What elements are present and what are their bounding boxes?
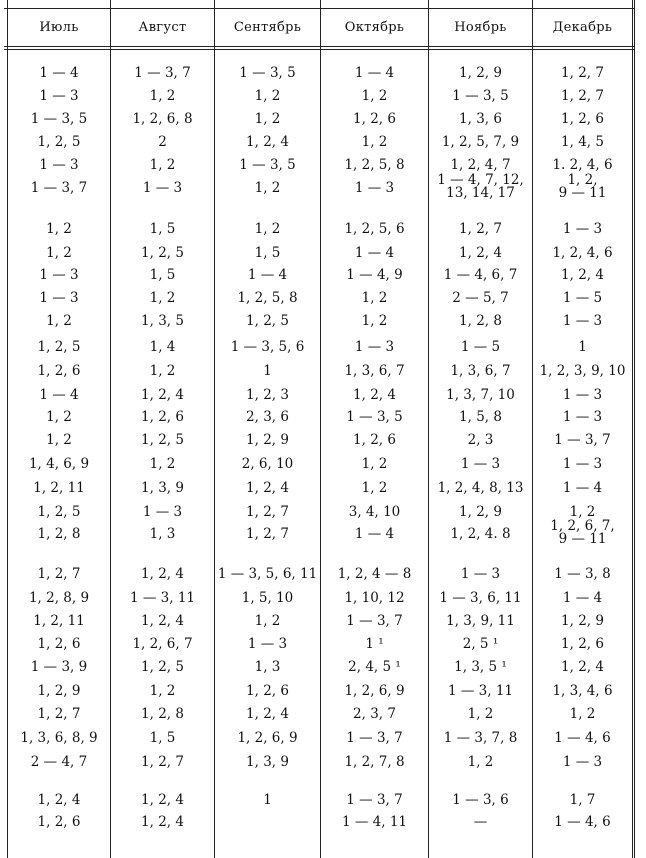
table-cell: 1, 2, 8 [459,313,502,329]
table-cell: 1 — 4 [354,245,395,261]
table-cell: 1 [263,792,272,808]
column-header: Июль [39,19,79,35]
table-cell: 1, 2, 4 [141,792,184,808]
table-cell: 1, 2 [254,180,281,196]
table-cell: 1 — 4, 11 [341,814,408,830]
table-cell: 1, 2, 4 [141,814,184,830]
table-cell: 1 — 3, 5, 6 [230,339,305,355]
table-cell: 1 — 3, 5, 6, 11 [217,566,318,582]
table-cell: 1, 2, 5 [37,504,81,520]
table-cell: 1, 2 [149,363,176,379]
table-cell: — [473,814,488,830]
table-cell: 1, 2 [569,706,596,722]
table-cell: 1, 2, 4 [37,792,81,808]
table-cell: 1 — 4 [39,387,79,403]
table-cell: 1, 5 [149,730,176,746]
table-cell: 1, 3, 6, 7 [450,363,511,379]
table-cell: 1, 2, 5, 7, 9 [441,134,520,150]
table-cell: 1, 2, 5 [141,432,184,448]
table-cell: 1, 2, 5 [37,134,81,150]
table-cell: 1, 2 [361,290,388,306]
table-cell: 1, 2, 6 [141,409,184,425]
table-cell: 1, 2, 4 — 8 [337,566,412,582]
table-cell: 1, 2, 4, 8, 13 [437,480,524,496]
table-cell: 1, 2, 4 [141,613,184,629]
table-cell: 1, 2, 7, 8 [344,754,405,770]
table-cell: 1, 4, 6, 9 [28,456,90,472]
table-cell: 1, 2, 4, 7 [450,157,511,173]
table-cell: 1, 2, 7 [459,221,502,237]
header-bottom-rule [4,46,634,47]
table-cell: 1 — 3, 5 [346,409,403,425]
table-cell: 1, 5 [254,245,281,261]
table-cell: 1, 4 [149,339,176,355]
table-cell: 1, 2, 7 [141,754,184,770]
table-cell: 1 — 3, 7 [346,613,403,629]
table-cell: 1, 3, 9 [141,480,184,496]
table-cell: 1, 3 [149,526,176,542]
table-cell: 1, 2 [46,432,72,448]
table-cell: 1 — 4 [354,526,395,542]
column-divider [7,0,8,858]
table-cell: 1 — 3 [39,290,79,306]
table-cell: 1, 3, 9 [246,754,289,770]
table-cell: 1, 2, 4 [353,387,396,403]
table-cell: 3, 4, 10 [348,504,401,520]
table-cell: 1, 2, 4 [561,267,604,283]
table-cell: 1, 2, 5 [141,245,184,261]
table-cell: 1, 2, 7 [37,566,81,582]
column-divider [428,0,429,858]
table-cell: 1 — 3 [39,157,79,173]
table-cell: 1. 2, 4, 6 [552,157,613,173]
table-cell: 1, 3, 7, 10 [446,387,515,403]
table-cell: 1 — 3 [247,636,288,652]
table-cell: 2, 3, 6 [246,409,289,425]
table-cell: 1, 2 [467,706,494,722]
table-cell: 1, 2, 6 [353,432,396,448]
table-cell: 1, 4, 5 [561,134,604,150]
column-header: Октябрь [344,19,405,35]
table-cell: 1, 2 [361,480,388,496]
table-cell: 2, 4, 5 ¹ [348,659,401,675]
table-cell: 1, 2 [149,683,176,699]
table-cell: 1, 2, 11 [33,613,85,629]
column-header: Ноябрь [454,19,507,35]
column-divider [214,0,215,858]
table-cell: 1 [263,363,272,379]
table-cell: 1, 2, 6 [37,814,81,830]
table-cell: 1 — 4, 9 [346,267,403,283]
table-cell: 1, 2 [361,313,388,329]
table-cell: 1, 2, 9 — 11 [558,172,607,201]
table-cell: 2, 3, 7 [353,706,396,722]
table-cell: 1 — 3, 5 [452,88,509,104]
table-cell: 1, 2, 4 [459,245,502,261]
table-cell: 1, 2, 5 [141,659,184,675]
table-cell: 2 — 5, 7 [452,290,509,306]
table-cell: 2 [158,134,167,150]
table-cell: 1, 2, 6, 8 [132,111,193,127]
table-cell: 1 — 4 [562,480,603,496]
table-cell: 1 — 3, 6 [452,792,509,808]
table-cell: 1, 2 [254,88,281,104]
table-cell: 1 — 3, 5 [239,157,296,173]
table-cell: 1 — 5 [562,290,603,306]
table-cell: 1, 2, 5 [246,313,289,329]
table-cell: 1, 2 [149,157,176,173]
table-cell: 1, 2 [46,245,72,261]
table-cell: 2, 3 [467,432,494,448]
table-cell: 1 — 4, 6, 7 [443,267,518,283]
table-cell: 1, 2, 9 [246,432,289,448]
table-cell: 1 — 3, 7 [346,730,403,746]
table-cell: 1, 5, 8 [459,409,502,425]
table-cell: 1, 3, 9, 11 [446,613,515,629]
table-cell: 1, 2, 5, 6 [344,221,405,237]
table-cell: 1 — 3 [562,313,603,329]
column-divider [320,0,321,858]
table-cell: 1 — 3 [142,504,183,520]
table-cell: 1, 2, 5, 8 [344,157,405,173]
table-cell: 1 — 3, 7 [554,432,611,448]
table-cell: 1 — 4 [39,65,79,81]
table-cell: 1, 5 [149,267,176,283]
table-cell: 1, 10, 12 [344,590,405,606]
table-cell: 2 — 4, 7 [30,754,88,770]
table-cell: 1, 2, 3, 9, 10 [539,363,626,379]
column-header: Декабрь [552,19,613,35]
table-cell: 1 — 3, 9 [30,659,88,675]
column-header: Сентябрь [233,19,302,35]
table-cell: 1 — 3, 7 [134,65,191,81]
table-cell: 1 — 4, 6 [554,730,611,746]
table-cell: 1, 2 [361,134,388,150]
table-cell: 1, 2, 3 [246,387,289,403]
column-header: Август [138,19,187,35]
table-cell: 1, 2, 4 [141,566,184,582]
table-cell: 1 — 3 [354,180,395,196]
table-cell: 1, 2, 4, 6 [552,245,613,261]
table-cell: 1, 3, 6, 7 [344,363,405,379]
table-cell: 1, 2, 8 [37,526,81,542]
header-bottom-rule-second [4,49,634,50]
table-cell: 1 — 3, 6, 11 [439,590,522,606]
table-cell: 1 — 4, 6 [554,814,611,830]
table-cell: 1, 2 [46,313,72,329]
table-cell: 1, 2, 6 [37,636,81,652]
table-cell: 1 — 3 [354,339,395,355]
table-cell: 1, 7 [569,792,596,808]
table-cell: 1 — 3 [39,88,79,104]
table-cell: 1, 2, 6, 7 [132,636,193,652]
column-divider [110,0,111,858]
table-cell: 1, 2, 9 [459,504,502,520]
table-cell: 1, 2, 6, 9 [237,730,298,746]
table-cell: 1, 2, 4 [246,480,289,496]
table-cell: 1, 3, 4, 6 [552,683,613,699]
table-right-border [632,0,635,858]
table-cell: 1 — 3 [562,456,603,472]
table-cell: 1 — 4, 7, 12, 13, 14, 17 [437,172,524,201]
table-cell: 1 — 3 [460,456,501,472]
table-cell: 1, 2, 4 [246,706,289,722]
table-cell: 1 — 3 [562,221,603,237]
table-cell: 1, 2 [361,88,388,104]
table-cell: 1 — 3 [142,180,183,196]
table-cell: 1, 2, 6 [561,636,604,652]
table-cell: 1 — 3 [562,387,603,403]
table-cell: 1, 2, 4 [141,387,184,403]
table-cell: 1 [578,339,587,355]
table-cell: 1, 2, 6 [246,683,289,699]
table-cell: 1, 2, 4 [246,134,289,150]
table-cell: 1, 2 [254,111,281,127]
table-cell: 1, 2, 11 [33,480,85,496]
table-cell: 1, 2 [46,221,72,237]
table-cell: 1 — 3, 8 [554,566,611,582]
table-cell: 1, 2, 9 [459,65,502,81]
table-cell: 1, 2 [569,504,596,520]
table-cell: 1, 2, 8, 9 [28,590,90,606]
table-cell: 1, 2, 7 [246,504,289,520]
table-cell: 1, 2, 8 [141,706,184,722]
table-cell: 1, 2 [254,613,281,629]
table-cell: 1, 2 [46,409,72,425]
table-cell: 1, 2, 6 [37,363,81,379]
table-cell: 1 — 3 [562,409,603,425]
table-cell: 1, 2, 7 [561,88,604,104]
table-cell: 1, 2, 4 [561,659,604,675]
table-cell: 1, 3, 6 [459,111,502,127]
table-cell: 1 — 3, 5 [239,65,296,81]
table-cell: 1, 3, 6, 8, 9 [20,730,98,746]
table-cell: 1, 5, 10 [241,590,294,606]
table-cell: 2, 5 ¹ [462,636,499,652]
table-cell: 1 — 3, 11 [447,683,514,699]
table-cell: 1 ¹ [365,636,384,652]
table-cell: 1, 2 [149,456,176,472]
table-cell: 1 — 3, 7 [30,180,88,196]
table-cell: 1, 2, 5 [37,339,81,355]
table-cell: 1, 2, 6, 9 [344,683,405,699]
table-cell: 1, 2, 7 [37,706,81,722]
table-cell: 1, 2, 6 [561,111,604,127]
table-cell: 1 — 4 [247,267,288,283]
table-cell: 1, 2, 6 [353,111,396,127]
table-cell: 1, 2, 4. 8 [450,526,511,542]
table-cell: 1, 5 [149,221,176,237]
table-cell: 2, 6, 10 [241,456,294,472]
table-cell: 1, 2 [254,221,281,237]
table-cell: 1 — 3 [562,754,603,770]
table-cell: 1, 3, 5 [141,313,184,329]
table-cell: 1 — 3, 7, 8 [443,730,518,746]
table-cell: 1, 2 [149,290,176,306]
table-cell: 1 — 4 [562,590,603,606]
table-cell: 1 — 3, 7 [346,792,403,808]
table-cell: 1, 2, 9 [561,613,604,629]
table-cell: 1, 3, 5 ¹ [454,659,507,675]
table-cell: 1, 2 [149,88,176,104]
table-cell: 1, 2, 7 [561,65,604,81]
table-cell: 1, 2, 6, 7, 9 — 11 [550,518,615,547]
table-cell: 1, 2, 7 [246,526,289,542]
table-cell: 1 — 3, 5 [30,111,88,127]
column-divider [532,0,533,858]
table-top-rule [4,8,634,9]
table-cell: 1, 2, 9 [37,683,81,699]
table-cell: 1 — 3 [39,267,79,283]
table-cell: 1, 2, 5, 8 [237,290,298,306]
table-cell: 1, 2 [361,456,388,472]
table-cell: 1, 3 [254,659,281,675]
table-cell: 1 — 3 [460,566,501,582]
table-cell: 1 — 4 [354,65,395,81]
table-cell: 1 — 5 [460,339,501,355]
table-cell: 1 — 3, 11 [129,590,196,606]
table-cell: 1, 2 [467,754,494,770]
